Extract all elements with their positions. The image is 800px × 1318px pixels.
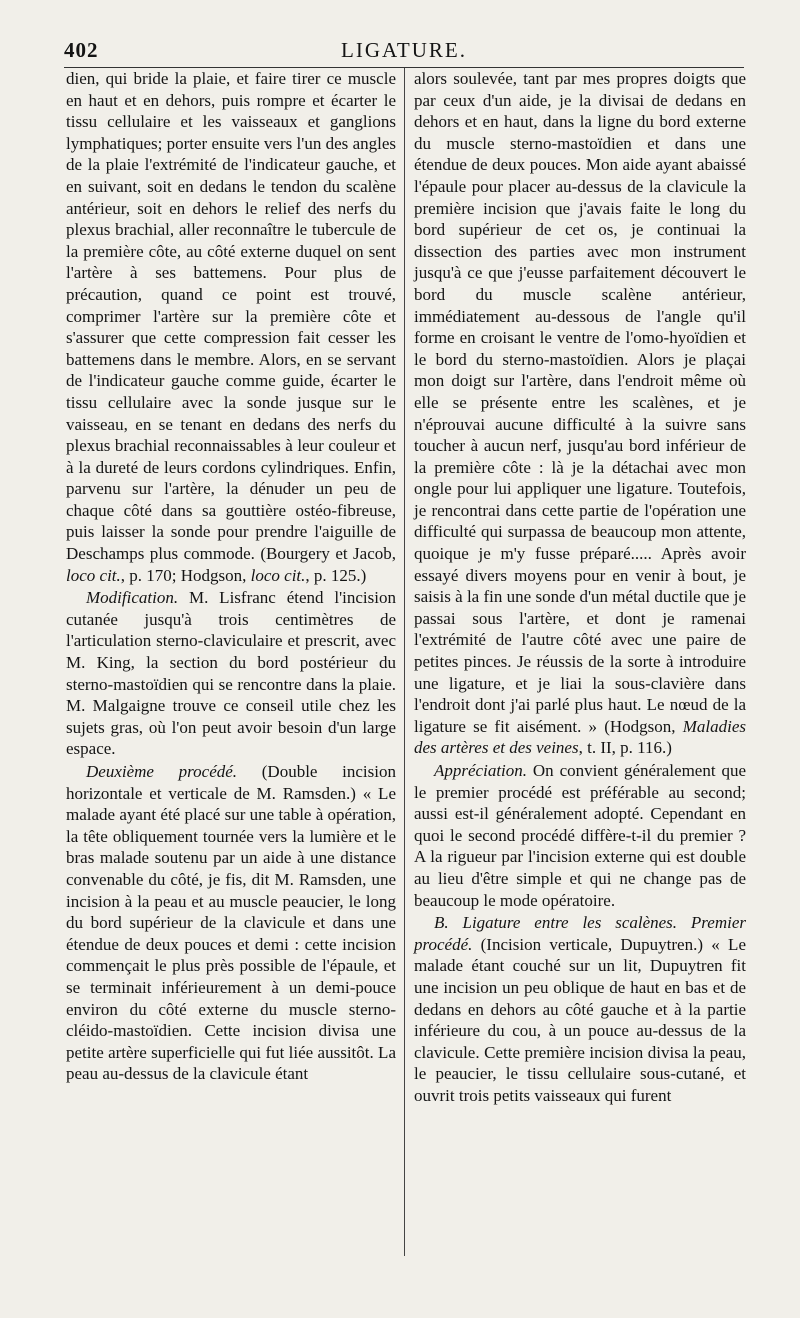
right-p2-text: On convient généralement que le premier procédé est préférable au second; aussi est-il généralement adopté. Cependant en quoi le second procédé diffère-t-il du premier ? A la rigueur par l'incision externe qui est double au lieu d'être simple et qui ne change pas de beaucoup le mode opératoire. [414,761,746,910]
column-divider [404,68,405,1256]
heading-ligature-scalenes: B. Ligature entre les scalènes. Premier procédé. [414,913,746,954]
right-p3-text: (Incision verticale, Dupuytren.) « Le malade étant couché sur un lit, Dupuytren fit une incision un peu oblique de haut en bas et de dedans en dehors au côté gauche et à la partie inférieure du cou, à un pouce au-dessus de la clavicule. Cette première incision divisa la peau, le peaucier, le tissu cellulaire sous-cutané, et ouvrit trois petits vaisseaux qui furent [414,934,746,1105]
left-p3-text: (Double incision horizontale et verticale de M. Ramsden.) « Le malade ayant été placé sur une table à opération, la tête obliquement tournée vers la lumière et le bras malade soutenu par un aide à une distance convenable du côté, je fis, dit M. Ramsden, une incision à la peau et au muscle peaucier, le long du bord supérieur de la clavicule et dans une étendue de deux pouces et demi : cette incision commençait le plus près possible de l'épaule, et se terminait inférieurement à un demi-pouce environ du côté externe du muscle sterno-cléido-mastoïdien. Cette incision divisa une petite artère superficielle qui fut liée aussitôt. La peau au-dessus de la clavicule étant [66,762,396,1084]
left-p1-text: dien, qui bride la plaie, et faire tirer ce muscle en haut et en dehors, puis rompre et écarter le tissu cellulaire et les vaisseaux et ganglions lymphatiques; porter ensuite vers l'un des angles de la plaie l'extrémité de l'indicateur gauche, et en suivant, soit en dedans le tendon du scalène antérieur, soit en dehors le relief des nerfs du plexus brachial, aller reconnaître le tubercule de la première côte, au côté externe duquel on sent l'artère à ses battemens. Pour plus de précaution, quand ce point est trouvé, comprimer l'artère sur la première côte et s'assurer que cette compression fait cesser les battemens dans le membre. Alors, en se servant de l'indicateur gauche comme guide, écarter le tissu cellulaire avec la sonde jusque sur le vaisseau, en se tenant en dedans des nerfs du plexus brachial reconnaissables à leur couleur et à la dureté de leurs cordons cylindriques. Enfin, parvenu sur l'artère, la dénuder un peu de chaque côté dans sa gouttière ostéo-fibreuse, puis laisser la sonde pour prendre l'aiguille de Deschamps plus commode. (Bourgery et Jacob, [66,69,396,564]
page-header [64,38,744,68]
left-p2-text: M. Lisfranc étend l'incision cutanée jusqu'à trois centimètres de l'articulation sterno-claviculaire et prescrit, avec M. King, la section du bord postérieur du sterno-mastoïdien qui se rencontre dans la plaie. M. Malgaigne trouve ce conseil utile chez les sujets gras, où l'on peut avoir besoin d'un large espace. [66,588,396,759]
left-p1-end: , p. 125.) [305,565,367,585]
right-p1-end: , t. II, p. 116.) [578,738,672,758]
heading-deuxieme-procede: Deuxième procédé. [86,762,238,781]
right-p1-text: alors soulevée, tant par mes propres doigts que par ceux d'un aide, je la divisai de dedans en dehors et en haut, dans la ligne du bord externe du muscle sterno-mastoïdien et dans une étendue de deux pouces. Mon aide ayant abaissé l'épaule pour placer au-dessus de la clavicule la première incision que j'avais faite le long du bord supérieur de cet os, je continuai la dissection des parties avec mon instrument jusqu'à ce que j'eusse parfaitement découvert le bord du muscle scalène antérieur, immédiatement au-dessous de l'angle qu'il forme en croisant le ventre de l'omo-hyoïdien et le bord du sterno-mastoïdien. Alors je plaçai mon doigt sur l'artère, dans l'endroit même où elle se présente entre les scalènes, et je n'éprouvai aucune difficulté à la suivre sans toucher à aucun nerf, jusqu'au bord inférieur de la première côte : là je la détachai avec mon ongle pour lui appliquer une ligature. Toutefois, je rencontrai dans cette partie de l'opération une difficulté qui surpassa de beaucoup mon attente, quoique je m'y fusse préparé..... Après avoir essayé divers moyens pour en venir à bout, je saisis à la fin une sonde d'un métal ductile que je passai sous l'artère, et dont je ramenai l'extrémité de l'autre côté avec une paire de petites pinces. Je réussis de la sorte à introduire une ligature, et je liai la sous-clavière dans l'endroit dont j'ai parlé plus haut. Le nœud de la ligature se fit aisément. » (Hodgson, [414,69,746,736]
left-paragraph-3 [66,761,396,1085]
page-number: 402 [64,38,99,62]
left-column [66,68,396,1085]
right-paragraph-3 [414,912,746,1106]
left-paragraph-1 [66,68,396,586]
left-paragraph-2 [66,587,396,760]
heading-appreciation: Appréciation. [434,761,528,780]
running-title: LIGATURE. [341,38,467,62]
citation-loco-cit: loco cit. [66,565,121,585]
right-paragraph-1 [414,68,746,759]
heading-modification: Modification. [86,588,179,608]
citation-maladies: Maladies des artères et des veines [414,716,747,758]
right-column [414,68,746,1107]
citation-loco-cit-2: loco cit. [250,565,306,585]
right-paragraph-2 [414,760,746,911]
left-p1-mid: , p. 170; Hodgson, [120,565,247,585]
